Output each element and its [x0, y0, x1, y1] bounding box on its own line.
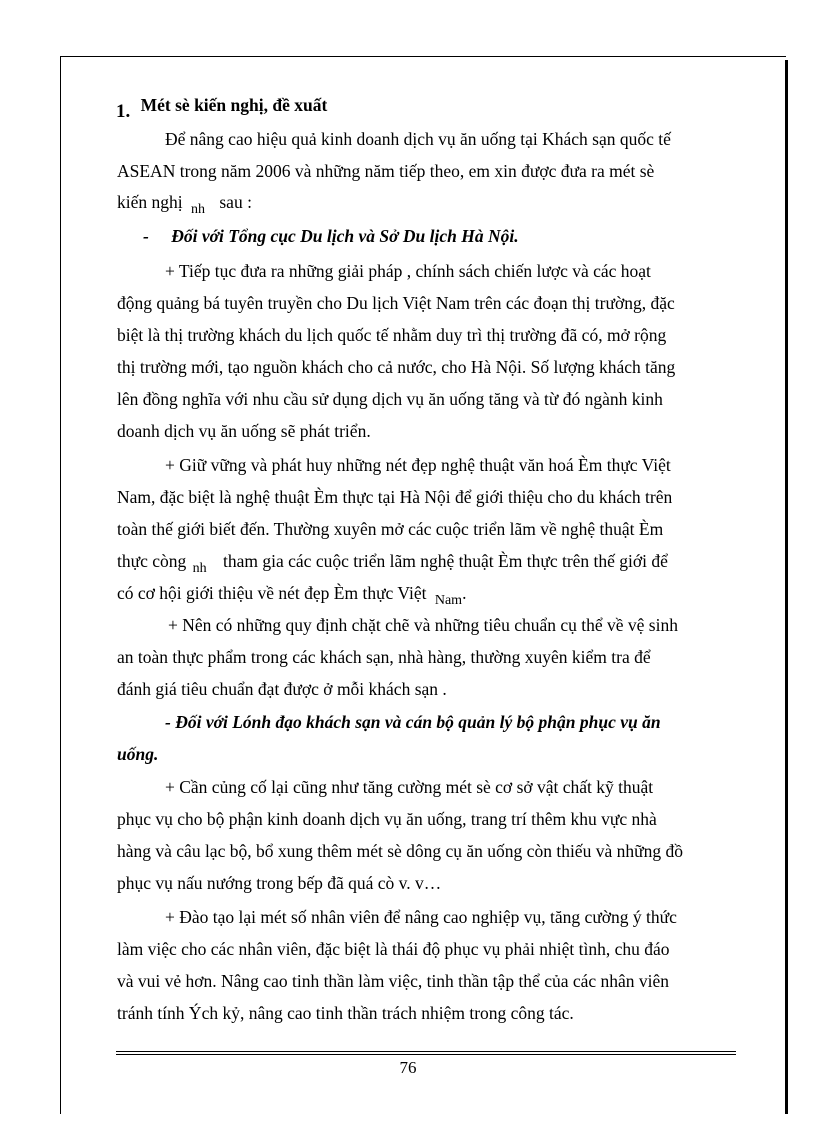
- s1p1-line-6: doanh dịch vụ ăn uống sẽ phát triển.: [117, 421, 371, 441]
- s1p2-line-5-b: .: [462, 583, 467, 603]
- section2-title-line-2: uống.: [117, 744, 159, 764]
- intro-line-3: [117, 192, 252, 217]
- page-border-left: [60, 56, 61, 1114]
- page-border-top: [60, 56, 786, 57]
- s1p3-line-1: + Nên có những quy định chặt chẽ và những tiêu chuẩn cụ thể về vệ sinh: [168, 615, 678, 635]
- s1p3-line-2: an toàn thực phẩm trong các khách sạn, nhà hàng, thường xuyên kiểm tra để: [117, 647, 651, 667]
- s1p1-line-2: động quảng bá tuyên truyền cho Du lịch Việt Nam trên các đoạn thị trường, đặc: [117, 293, 675, 313]
- intro-line-3-sub: nh: [191, 202, 205, 217]
- heading-number: 1.: [116, 101, 131, 122]
- section-heading: [116, 95, 328, 122]
- s2p2-line-4: tránh tính Ých kỷ, nâng cao tinh thần trách nhiệm trong công tác.: [117, 1003, 574, 1023]
- intro-line-3-a: kiến nghị: [117, 192, 183, 212]
- s1p2-line-1: + Giữ vững và phát huy những nét đẹp nghệ thuật văn hoá Èm thực Việt: [165, 455, 671, 475]
- section1-title-text: Đối với Tổng cục Du lịch và Sở Du lịch Hà Nội.: [171, 226, 519, 246]
- s1p2-line-5: [117, 583, 467, 608]
- page-number: 76: [399, 1058, 417, 1077]
- s1p1-line-3: biệt là thị trường khách du lịch quốc tế nhằm duy trì thị trường đã có, mở rộng: [117, 325, 667, 345]
- s2p2-line-1: + Đào tạo lại mét số nhân viên để nâng cao nghiệp vụ, tăng cường ý thức: [165, 907, 677, 927]
- s2p1-line-1: + Cần củng cố lại cũng như tăng cường mét sè cơ sở vật chất kỹ thuật: [165, 777, 654, 797]
- s1p1-line-5: lên đồng nghĩa với nhu cầu sử dụng dịch vụ ăn uống tăng và từ đó ngành kinh: [117, 389, 663, 409]
- s1p2-line-4-a: thực còng: [117, 551, 187, 571]
- s2p1-line-3: hàng và câu lạc bộ, bổ xung thêm mét sè dông cụ ăn uống còn thiếu và những đồ: [117, 841, 683, 861]
- s1p2-line-3: toàn thế giới biết đến. Thường xuyên mở các cuộc triển lãm về nghệ thuật Èm: [117, 519, 664, 539]
- s2p2-line-2: làm việc cho các nhân viên, đặc biệt là thái độ phục vụ phải nhiệt tình, chu đáo: [117, 939, 670, 959]
- s2p1-line-4: phục vụ nấu nướng trong bếp đã quá cò v. v…: [117, 873, 442, 893]
- s1p2-line-5-a: có cơ hội giới thiệu về nét đẹp Èm thực Việt: [117, 583, 427, 603]
- s1p1-line-4: thị trường mới, tạo nguồn khách cho cả nước, cho Hà Nội. Số lượng khách tăng: [117, 357, 676, 377]
- intro-line-2: ASEAN trong năm 2006 và những năm tiếp theo, em xin được đưa ra mét sè: [117, 161, 655, 181]
- section2-title-line-1: - Đối với Lónh đạo khách sạn và cán bộ quản lý bộ phận phục vụ ăn: [165, 712, 661, 732]
- s1p3-line-3: đánh giá tiêu chuẩn đạt được ở mỗi khách sạn .: [117, 679, 447, 699]
- s2p2-line-3: và vui vẻ hơn. Nâng cao tinh thần làm việc, tinh thần tập thể của các nhân viên: [117, 971, 670, 991]
- footer-rule-top: [116, 1051, 736, 1052]
- section1-title: [143, 228, 519, 246]
- page-border-right: [785, 60, 788, 1114]
- footer-rule-bottom: [116, 1054, 736, 1055]
- s2p1-line-2: phục vụ cho bộ phận kinh doanh dịch vụ ăn uống, trang trí thêm khu vực nhà: [117, 809, 657, 829]
- intro-line-1: Để nâng cao hiệu quả kinh doanh dịch vụ ăn uống tại Khách sạn quốc tế: [165, 129, 671, 149]
- section1-dash: -: [143, 226, 149, 246]
- heading-text: Mét sè kiến nghị, đề xuất: [140, 95, 328, 115]
- s1p2-line-2: Nam, đặc biệt là nghệ thuật Èm thực tại Hà Nội để giới thiệu cho du khách trên: [117, 487, 673, 507]
- s1p2-line-4-sub: nh: [192, 561, 207, 576]
- s1p2-line-5-sub: Nam: [434, 593, 463, 608]
- s1p2-line-4: [117, 551, 668, 576]
- s1p1-line-1: + Tiếp tục đưa ra những giải pháp , chính sách chiến lược và các hoạt: [165, 261, 651, 281]
- intro-line-3-b: sau :: [219, 192, 252, 212]
- s1p2-line-4-b: tham gia các cuộc triển lãm nghệ thuật Èm thực trên thế giới để: [223, 551, 668, 571]
